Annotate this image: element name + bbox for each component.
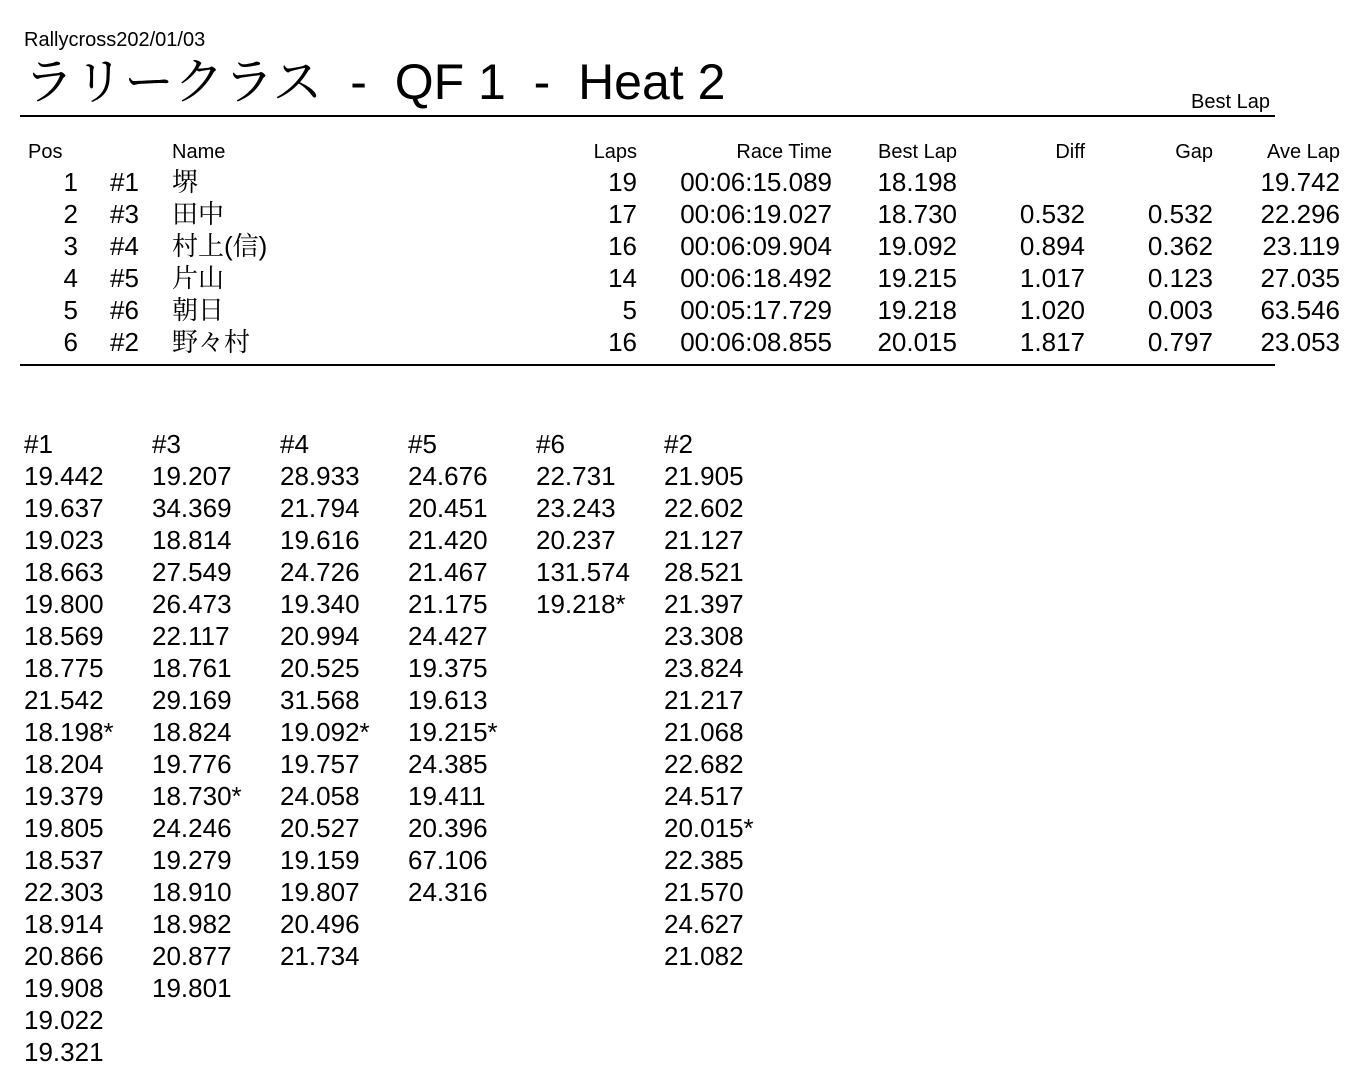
lap-time: 20.866	[24, 941, 104, 971]
lap-time: 21.570	[664, 877, 744, 907]
lap-column	[536, 428, 664, 620]
lap-time: 18.537	[24, 845, 104, 875]
lap-time: 20.877	[152, 941, 232, 971]
lap-time: 19.805	[24, 813, 104, 843]
cell-pos: 1	[63, 167, 78, 197]
results-table	[20, 138, 1345, 358]
cell-race-time: 00:06:08.855	[680, 327, 832, 357]
lap-time: 19.776	[152, 749, 232, 779]
lap-time: 19.801	[152, 973, 232, 1003]
lap-time: 18.761	[152, 653, 232, 683]
cell-gap: 0.362	[1147, 231, 1213, 261]
lap-time: 21.175	[408, 589, 488, 619]
header-diff: Diff	[1055, 141, 1085, 163]
cell-driver-name: 片山	[172, 263, 225, 293]
lap-time: 22.602	[664, 493, 744, 523]
lap-time: 18.914	[24, 909, 104, 939]
lap-time: 23.308	[664, 621, 744, 651]
cell-pos: 2	[63, 199, 78, 229]
lap-time: 67.106	[408, 845, 488, 875]
cell-car-number: #5	[110, 263, 139, 293]
lap-time: 20.527	[280, 813, 360, 843]
cell-diff: 0.532	[1019, 199, 1085, 229]
lap-time: 24.676	[408, 461, 488, 491]
cell-driver-name: 朝日	[172, 295, 225, 325]
cell-car-number: #1	[110, 167, 139, 197]
cell-ave-lap: 22.296	[1260, 199, 1340, 229]
cell-best-lap: 19.215	[877, 263, 957, 293]
lap-time: 23.243	[536, 493, 616, 523]
cell-best-lap: 18.730	[877, 199, 957, 229]
cell-driver-name: 堺	[172, 167, 199, 197]
cell-race-time: 00:06:09.904	[680, 231, 832, 261]
lap-time: 19.800	[24, 589, 104, 619]
header-pos: Pos	[28, 141, 63, 163]
lap-time: 20.396	[408, 813, 488, 843]
lap-time: 22.385	[664, 845, 744, 875]
cell-driver-name: 村上(信)	[172, 231, 268, 261]
lap-time: 20.994	[280, 621, 360, 651]
lap-column	[664, 428, 792, 972]
lap-time: 19.279	[152, 845, 232, 875]
header-best-lap: Best Lap	[878, 141, 957, 163]
lap-time: 24.517	[664, 781, 744, 811]
lap-time: 24.726	[280, 557, 360, 587]
bottom-divider	[20, 364, 1275, 366]
lap-time: 27.549	[152, 557, 232, 587]
lap-time: 19.207	[152, 461, 232, 491]
cell-diff	[957, 166, 1085, 198]
cell-laps: 19	[608, 167, 637, 197]
cell-ave-lap: 23.053	[1260, 327, 1340, 357]
table-row	[20, 294, 1345, 326]
cell-driver-name: 田中	[172, 199, 225, 229]
lap-time: 22.731	[536, 461, 616, 491]
cell-laps: 14	[608, 263, 637, 293]
lap-time: 131.574	[536, 557, 630, 587]
cell-pos: 4	[63, 263, 78, 293]
lap-time: 18.982	[152, 909, 232, 939]
lap-time: 19.159	[280, 845, 360, 875]
lap-time: 19.321	[24, 1037, 104, 1067]
lap-time: 23.824	[664, 653, 744, 683]
lap-time: 22.117	[152, 621, 230, 651]
lap-time: 19.218*	[536, 589, 626, 619]
lap-time: 34.369	[152, 493, 232, 523]
lap-time: 21.127	[664, 525, 744, 555]
cell-race-time: 00:05:17.729	[680, 295, 832, 325]
lap-time: 19.807	[280, 877, 360, 907]
table-row	[20, 262, 1345, 294]
cell-best-lap: 19.092	[877, 231, 957, 261]
lap-time: 20.015*	[664, 813, 754, 843]
cell-ave-lap: 63.546	[1260, 295, 1340, 325]
cell-laps: 17	[608, 199, 637, 229]
lap-time: 19.637	[24, 493, 104, 523]
cell-best-lap: 18.198	[877, 167, 957, 197]
lap-time: 21.905	[664, 461, 744, 491]
header-ave-lap: Ave Lap	[1266, 141, 1340, 163]
lap-time: 21.420	[408, 525, 488, 555]
lap-time: 24.316	[408, 877, 488, 907]
lap-time: 18.569	[24, 621, 104, 651]
cell-pos: 5	[63, 295, 78, 325]
cell-driver-name: 野々村	[172, 327, 251, 357]
lap-time: 21.068	[664, 717, 744, 747]
lap-time: 24.385	[408, 749, 488, 779]
cell-car-number: #6	[110, 295, 139, 325]
cell-diff: 0.894	[1019, 231, 1085, 261]
lap-time: 19.442	[24, 461, 104, 491]
table-row	[20, 326, 1345, 358]
cell-gap: 0.532	[1147, 199, 1213, 229]
lap-time: 21.542	[24, 685, 104, 715]
table-row	[20, 230, 1345, 262]
lap-time: 22.682	[664, 749, 744, 779]
lap-column-car-number: #3	[152, 429, 181, 459]
cell-gap: 0.123	[1147, 263, 1213, 293]
cell-car-number: #4	[110, 231, 139, 261]
lap-time: 19.092*	[280, 717, 370, 747]
cell-diff: 1.817	[1019, 327, 1085, 357]
lap-time: 19.908	[24, 973, 104, 1003]
results-header-row	[20, 138, 1345, 166]
lap-time: 20.237	[536, 525, 616, 555]
cell-best-lap: 19.218	[877, 295, 957, 325]
lap-column-car-number: #1	[24, 429, 53, 459]
cell-pos: 3	[63, 231, 78, 261]
results-body	[20, 166, 1345, 358]
lap-time: 18.910	[152, 877, 232, 907]
lap-time: 19.616	[280, 525, 360, 555]
cell-best-lap: 20.015	[877, 327, 957, 357]
lap-time: 18.775	[24, 653, 104, 683]
cell-gap	[1085, 166, 1213, 198]
lap-time: 28.933	[280, 461, 360, 491]
lap-time: 24.058	[280, 781, 360, 811]
sort-mode-label: Best Lap	[1191, 91, 1270, 113]
lap-time: 18.198*	[24, 717, 114, 747]
lap-column-car-number: #4	[280, 429, 309, 459]
cell-race-time: 00:06:15.089	[680, 167, 832, 197]
cell-gap: 0.797	[1147, 327, 1213, 357]
cell-race-time: 00:06:19.027	[680, 199, 832, 229]
lap-time: 21.217	[664, 685, 744, 715]
lap-time: 19.613	[408, 685, 488, 715]
lap-time: 19.023	[24, 525, 104, 555]
lap-time: 21.734	[280, 941, 360, 971]
lap-time: 19.375	[408, 653, 488, 683]
cell-diff: 1.017	[1019, 263, 1085, 293]
lap-time: 19.379	[24, 781, 104, 811]
lap-time: 18.663	[24, 557, 104, 587]
event-label: Rallycross202/01/03	[24, 29, 206, 51]
lap-time: 31.568	[280, 685, 360, 715]
cell-laps: 16	[608, 327, 637, 357]
cell-car-number: #2	[110, 327, 139, 357]
lap-time: 21.794	[280, 493, 360, 523]
header-gap: Gap	[1175, 141, 1213, 163]
lap-time: 26.473	[152, 589, 232, 619]
lap-time: 24.427	[408, 621, 488, 651]
lap-time: 24.627	[664, 909, 744, 939]
cell-pos: 6	[63, 327, 78, 357]
lap-time: 22.303	[24, 877, 104, 907]
cell-ave-lap: 27.035	[1260, 263, 1340, 293]
header-race-time: Race Time	[736, 141, 832, 163]
cell-ave-lap: 23.119	[1262, 231, 1340, 261]
cell-race-time: 00:06:18.492	[680, 263, 832, 293]
header-car-number	[82, 138, 172, 166]
lap-time: 19.022	[24, 1005, 104, 1035]
cell-diff: 1.020	[1019, 295, 1085, 325]
lap-time: 29.169	[152, 685, 232, 715]
lap-time: 19.411	[408, 781, 486, 811]
lap-time: 18.824	[152, 717, 232, 747]
lap-column	[280, 428, 408, 972]
top-divider	[20, 115, 1275, 117]
table-row	[20, 198, 1345, 230]
lap-time: 20.451	[408, 493, 488, 523]
lap-time: 28.521	[664, 557, 744, 587]
lap-time: 21.082	[664, 941, 744, 971]
lap-time: 21.467	[408, 557, 488, 587]
lap-time: 18.814	[152, 525, 232, 555]
cell-laps: 5	[622, 295, 637, 325]
cell-laps: 16	[608, 231, 637, 261]
lap-time: 19.215*	[408, 717, 498, 747]
lap-column-car-number: #2	[664, 429, 693, 459]
lap-time: 24.246	[152, 813, 232, 843]
lap-time: 19.757	[280, 749, 360, 779]
lap-time: 21.397	[664, 589, 744, 619]
table-row	[20, 166, 1345, 198]
lap-column-car-number: #6	[536, 429, 565, 459]
cell-ave-lap: 19.742	[1260, 167, 1340, 197]
lap-column-car-number: #5	[408, 429, 437, 459]
lap-column	[408, 428, 536, 908]
header-name: Name	[172, 141, 226, 163]
page-title: ラリークラス - QF 1 - Heat 2	[24, 54, 726, 110]
lap-time: 20.496	[280, 909, 360, 939]
lap-column	[24, 428, 152, 1068]
cell-car-number: #3	[110, 199, 139, 229]
lap-time: 18.204	[24, 749, 104, 779]
header-laps: Laps	[593, 141, 637, 163]
lap-time: 18.730*	[152, 781, 242, 811]
lap-column	[152, 428, 280, 1004]
lap-time: 20.525	[280, 653, 360, 683]
lap-time: 19.340	[280, 589, 360, 619]
cell-gap: 0.003	[1147, 295, 1213, 325]
